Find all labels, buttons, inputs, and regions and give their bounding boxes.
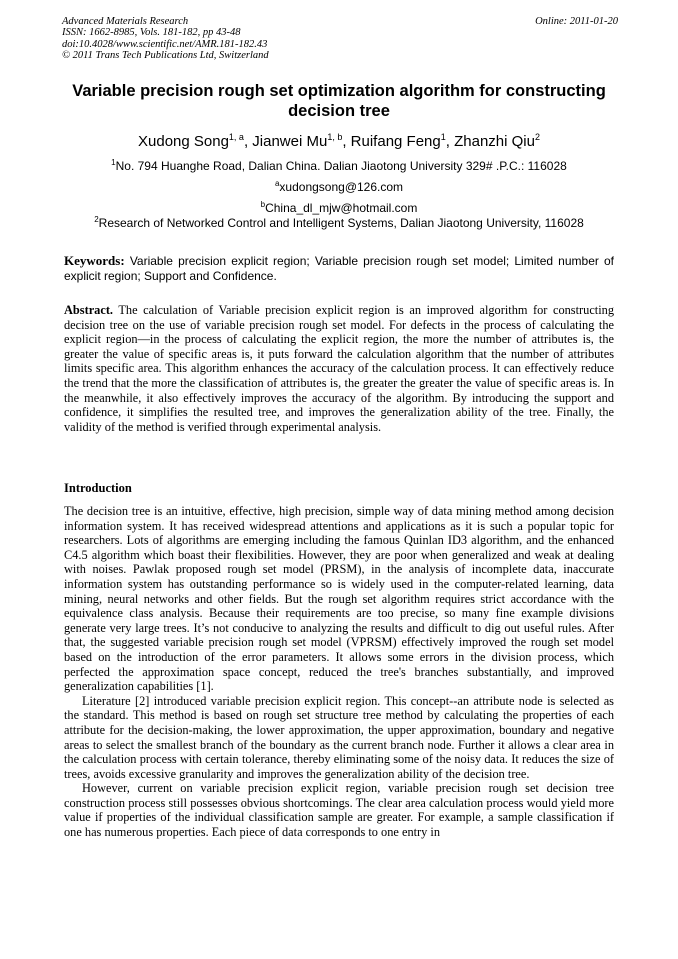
affiliation-mark: 1 <box>111 158 116 167</box>
affiliation-mark: b <box>260 200 266 209</box>
journal-header <box>62 16 618 61</box>
author-affiliation-mark: 1 <box>440 132 446 142</box>
introduction-body <box>64 504 614 840</box>
keywords-label: Keywords: <box>64 253 125 268</box>
author-name: Ruifang Feng <box>350 133 441 150</box>
section-heading-introduction: Introduction <box>64 481 132 495</box>
author-name: Xudong Song <box>138 133 229 150</box>
affiliation-2 <box>40 216 638 231</box>
paragraph: Literature [2] introduced variable precision explicit region. This concept--an attribute node is selected as the standard. This method is based on rough set structure tree method by calculating the properties of each attribute for the decision-making, the lower approximation, the upper approximation, boundary and negative areas to select the smallest branch of the boundary as the current branch node. Further it allows a clear area in the calculation process with certain tolerance, thereby eliminating some of the noisy data. It reduces the size of trees, avoids excessive granularity and improves the generalization ability of the decision tree. <box>64 693 614 781</box>
issn-line: ISSN: 1662-8985, Vols. 181-182, pp 43-48 <box>62 27 241 39</box>
paragraph: However, current on variable precision explicit region, variable precision rough set decision tree construction process still possesses obvious shortcomings. The clear area calculation process would yield more value if properties of the individual classification sample are greater. For example, a sample classification if one has numerous properties. Each piece of data corresponds to one entry in <box>64 781 614 840</box>
abstract-text: The calculation of Variable precision explicit region is an improved algorithm for constructing decision tree on the use of variable precision rough set model. For defects in the process of calculating the explicit region—in the process of calculating the explicit region, the more the number of attributes is, the greater the value of specific areas is, it puts forward the calculation algorithm that the number of attributes limits specific area. This algorithm enhances the accuracy of the calculation process. It can effectively reduce the trend that the more the classification of attributes is, the greater the greater the value of specific areas is. In the meanwhile, it also effectively improves the accuracy of the algorithm. By introducing the support and confidence, it simplifies the resulted tree, and improves the generalization ability of the tree. Finally, the validity of the method is verified through experimental analysis. <box>64 303 614 434</box>
affiliation-mark: a <box>274 179 280 188</box>
keywords-text: Variable precision explicit region; Variable precision rough set model; Limited number of explicit region; Support and Confidence. <box>64 254 614 283</box>
abstract <box>64 303 614 434</box>
author-affiliation-mark: 1, a <box>228 132 244 142</box>
email-a <box>40 180 638 195</box>
copyright-line: © 2011 Trans Tech Publications Ltd, Switzerland <box>62 49 269 61</box>
keywords <box>64 254 614 283</box>
paper-title: Variable precision rough set optimization algorithm for constructing decision tree <box>72 82 606 120</box>
affiliation-mark: 2 <box>94 215 99 224</box>
author-name: Jianwei Mu <box>252 133 328 150</box>
email-text: China_dl_mjw@hotmail.com <box>265 201 418 215</box>
online-date: Online: 2011-01-20 <box>535 16 618 27</box>
author-affiliation-mark: 2 <box>534 132 540 142</box>
paragraph: The decision tree is an intuitive, effective, high precision, simple way of data mining method among decision information system. It has received widespread attentions and applications as it is such a popular topic for researchers. Lots of algorithms are emerging including the famous Quinlan ID3 algorithm, and the enhanced C4.5 algorithm which boast their flexibilities. However, they are poor when generalized and weak at dealing with noises. Pawlak proposed rough set model (PRSM), in the analysis of incomplete data, inaccurate information system has outstanding performance so is widely used in the computer-related learning, data mining, neural networks and other fields. But the rough set algorithm requires strict accordance with the equivalence class analysis. Because their requirements are too precise, so many fine example divisions generate very large trees. It’s not conducive to analyzing the results and difficult to dig out useful rules. After that, the suggested variable precision rough set model (VPRSM) effectively improved the rough set model based on the introduction of the error parameters. It allows some errors in the division process, which perfected the approximation space concept, reduced the tree's branches substantially, and improved generalization capabilities [1]. <box>64 504 614 694</box>
affiliation-1 <box>40 159 638 174</box>
email-text: xudongsong@126.com <box>279 180 404 194</box>
author-name: Zhanzhi Qiu <box>454 133 535 150</box>
email-b <box>40 201 638 216</box>
abstract-label: Abstract. <box>64 303 114 317</box>
affiliation-text: Research of Networked Control and Intelligent Systems, Dalian Jiaotong University, 116028 <box>98 216 584 230</box>
author-list: Xudong Song$^{1, a}$, Jianwei Mu$^{1, b}$, Ruifang Feng$^1$, Zhanzhi Qiu$^2$ <box>138 132 540 150</box>
author-affiliation-mark: 1, b <box>327 132 343 142</box>
doi-line: doi:10.4028/www.scientific.net/AMR.181-182.43 <box>62 38 268 50</box>
affiliation-text: No. 794 Huanghe Road, Dalian China. Dalian Jiaotong University 329# .P.C.: 116028 <box>115 159 567 173</box>
journal-name: Advanced Materials Research <box>62 16 189 27</box>
